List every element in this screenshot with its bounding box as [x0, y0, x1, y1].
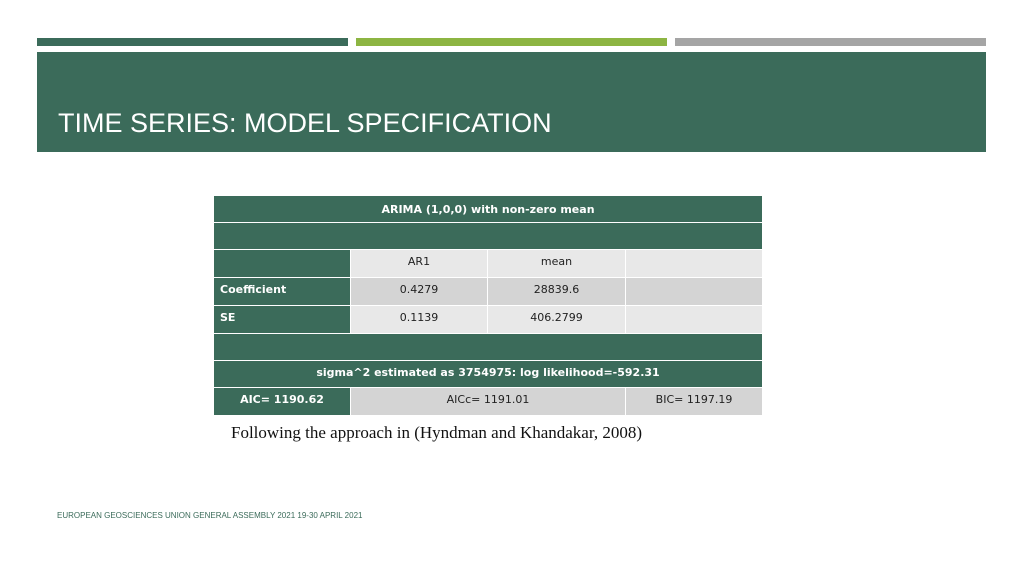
table-header: ARIMA (1,0,0) with non-zero mean: [214, 196, 763, 223]
table-row: [214, 278, 763, 306]
column-header-mean: mean: [488, 250, 626, 278]
row-label-se: SE: [214, 306, 351, 334]
citation-caption: Following the approach in (Hyndman and Khandakar, 2008): [231, 423, 642, 442]
cell-coefficient-mean: 28839.6: [488, 278, 626, 306]
table-row: [214, 361, 763, 388]
sigma-line: sigma^2 estimated as 3754975: log likelihood=-592.31: [214, 361, 763, 388]
slide-title: TIME SERIES: MODEL SPECIFICATION: [58, 108, 552, 138]
column-header-ar1: AR1: [351, 250, 488, 278]
empty-cell: [626, 306, 763, 334]
arima-table: [213, 195, 763, 416]
aicc-cell: AICc= 1191.01: [351, 388, 626, 416]
title-banner: [37, 52, 986, 152]
empty-cell: [626, 278, 763, 306]
table-spacer-row: [214, 223, 763, 250]
aic-cell: AIC= 1190.62: [214, 388, 351, 416]
spacer-cell: [214, 334, 763, 361]
table-row: [214, 388, 763, 416]
table-row: [214, 250, 763, 278]
cell-coefficient-ar1: 0.4279: [351, 278, 488, 306]
cell-se-mean: 406.2799: [488, 306, 626, 334]
row-label-coefficient: Coefficient: [214, 278, 351, 306]
table-header-row: [214, 196, 763, 223]
accent-stripe-dark: [37, 38, 348, 46]
spacer-cell: [214, 223, 763, 250]
table-spacer-row: [214, 334, 763, 361]
footer-text: EUROPEAN GEOSCIENCES UNION GENERAL ASSEMBLY 2021 19-30 APRIL 2021: [57, 511, 363, 520]
empty-cell: [214, 250, 351, 278]
accent-stripe-green: [356, 38, 667, 46]
table-row: [214, 306, 763, 334]
cell-se-ar1: 0.1139: [351, 306, 488, 334]
accent-stripe-gray: [675, 38, 986, 46]
bic-cell: BIC= 1197.19: [626, 388, 763, 416]
empty-cell: [626, 250, 763, 278]
